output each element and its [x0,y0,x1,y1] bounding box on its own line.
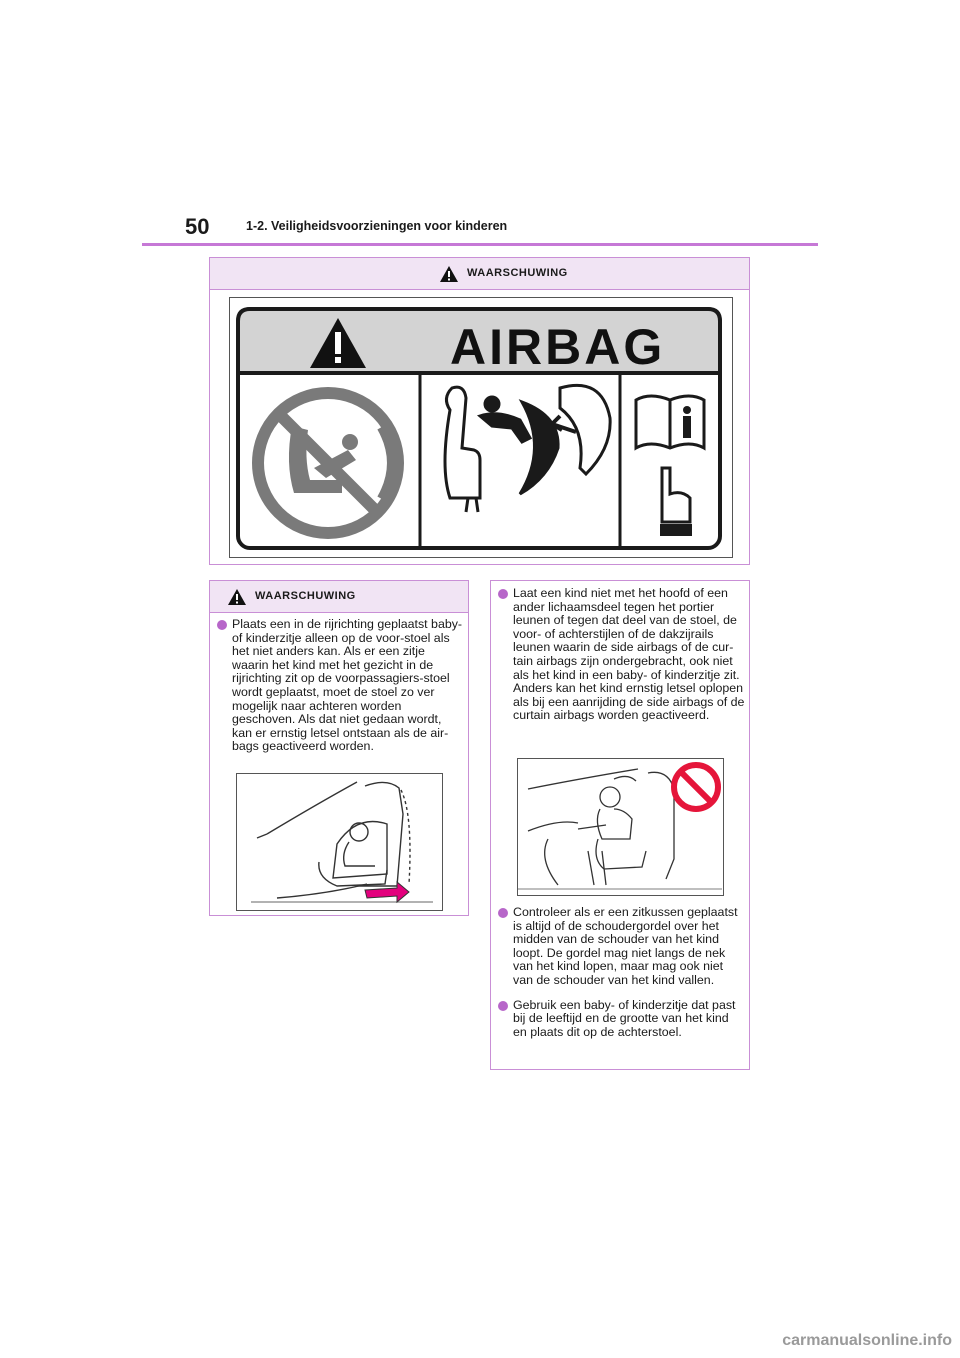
bullet-dot-icon [498,589,508,599]
airbag-label-text: AIRBAG [450,319,666,375]
warning-box-left [209,580,469,916]
warning-triangle-icon [439,265,459,283]
prohibition-sign-icon [674,765,718,809]
list-item-text: Plaats een in de rijrichting geplaatst baby- of kinderzitje alleen op de voor-stoel als het niet anders kan. Als er een zitje waarin het kind met het gezicht in de rijrichting zit op de voorpassagiers-stoel wordt geplaatst, moet de stoel zo ver mogelijk naar achteren worden geschoven. Als dat niet gedaan wordt, kan er ernstig letsel ontstaan als de air-bags geactiveerd worden. [232,617,463,754]
front-seat-illustration [237,774,442,910]
bullet-dot-icon [498,908,508,918]
airbag-label-figure [229,297,733,558]
bullet-dot-icon [498,1001,508,1011]
page-number: 50 [185,214,210,239]
list-item [495,999,745,1040]
header-rule [142,243,818,246]
list-item-text: Laat een kind niet met het hoofd of een ander lichaamsdeel tegen het portier leunen of tegen dat deel van de stoel, de voor- of achterstijlen of de dakzijrails leunen waarin de side airbags of de cur-tain airbags zijn ondergebracht, ook niet als het kind in een baby- of kinderzitje zit. Anders kan het kind ernstig letsel oplopen als bij een aanrijding de side airbags of de curtain airbags worden geactiveerd. [513,586,745,723]
bullet-dot-icon [217,620,227,630]
list-item-text: Controleer als er een zitkussen geplaatst is altijd of de schoudergordel over het midden van de schouder van het kind loopt. De gordel mag niet langs de nek van het kind lopen, maar mag ook niet van de schouder van het kind vallen. [513,905,738,987]
list-item-text: Gebruik een baby- of kinderzitje dat past bij de leeftijd en de grootte van het kind en plaats dit op de achterstoel. [513,997,736,1039]
warning-label: WAARSCHUWING [255,590,356,602]
section-title: 1-2. Veiligheidsvoorzieningen voor kinderen [246,219,508,233]
list-item [495,906,745,988]
warning-header [210,258,749,290]
warning-box-right [490,580,750,1070]
warning-box-top [209,257,750,565]
warning-right-body-lower [495,906,745,1039]
airbag-label-illustration [230,298,732,557]
rear-seat-illustration [518,759,723,895]
warning-label: WAARSCHUWING [467,267,568,279]
rear-seat-child-figure [517,758,724,896]
warning-left-body [214,618,464,754]
list-item [214,618,464,754]
list-item [495,587,745,723]
front-seat-child-seat-figure [236,773,443,911]
watermark: carmanualsonline.info [782,1332,952,1349]
warning-triangle-icon [227,588,247,606]
warning-header [210,581,468,613]
warning-right-body [495,587,745,723]
